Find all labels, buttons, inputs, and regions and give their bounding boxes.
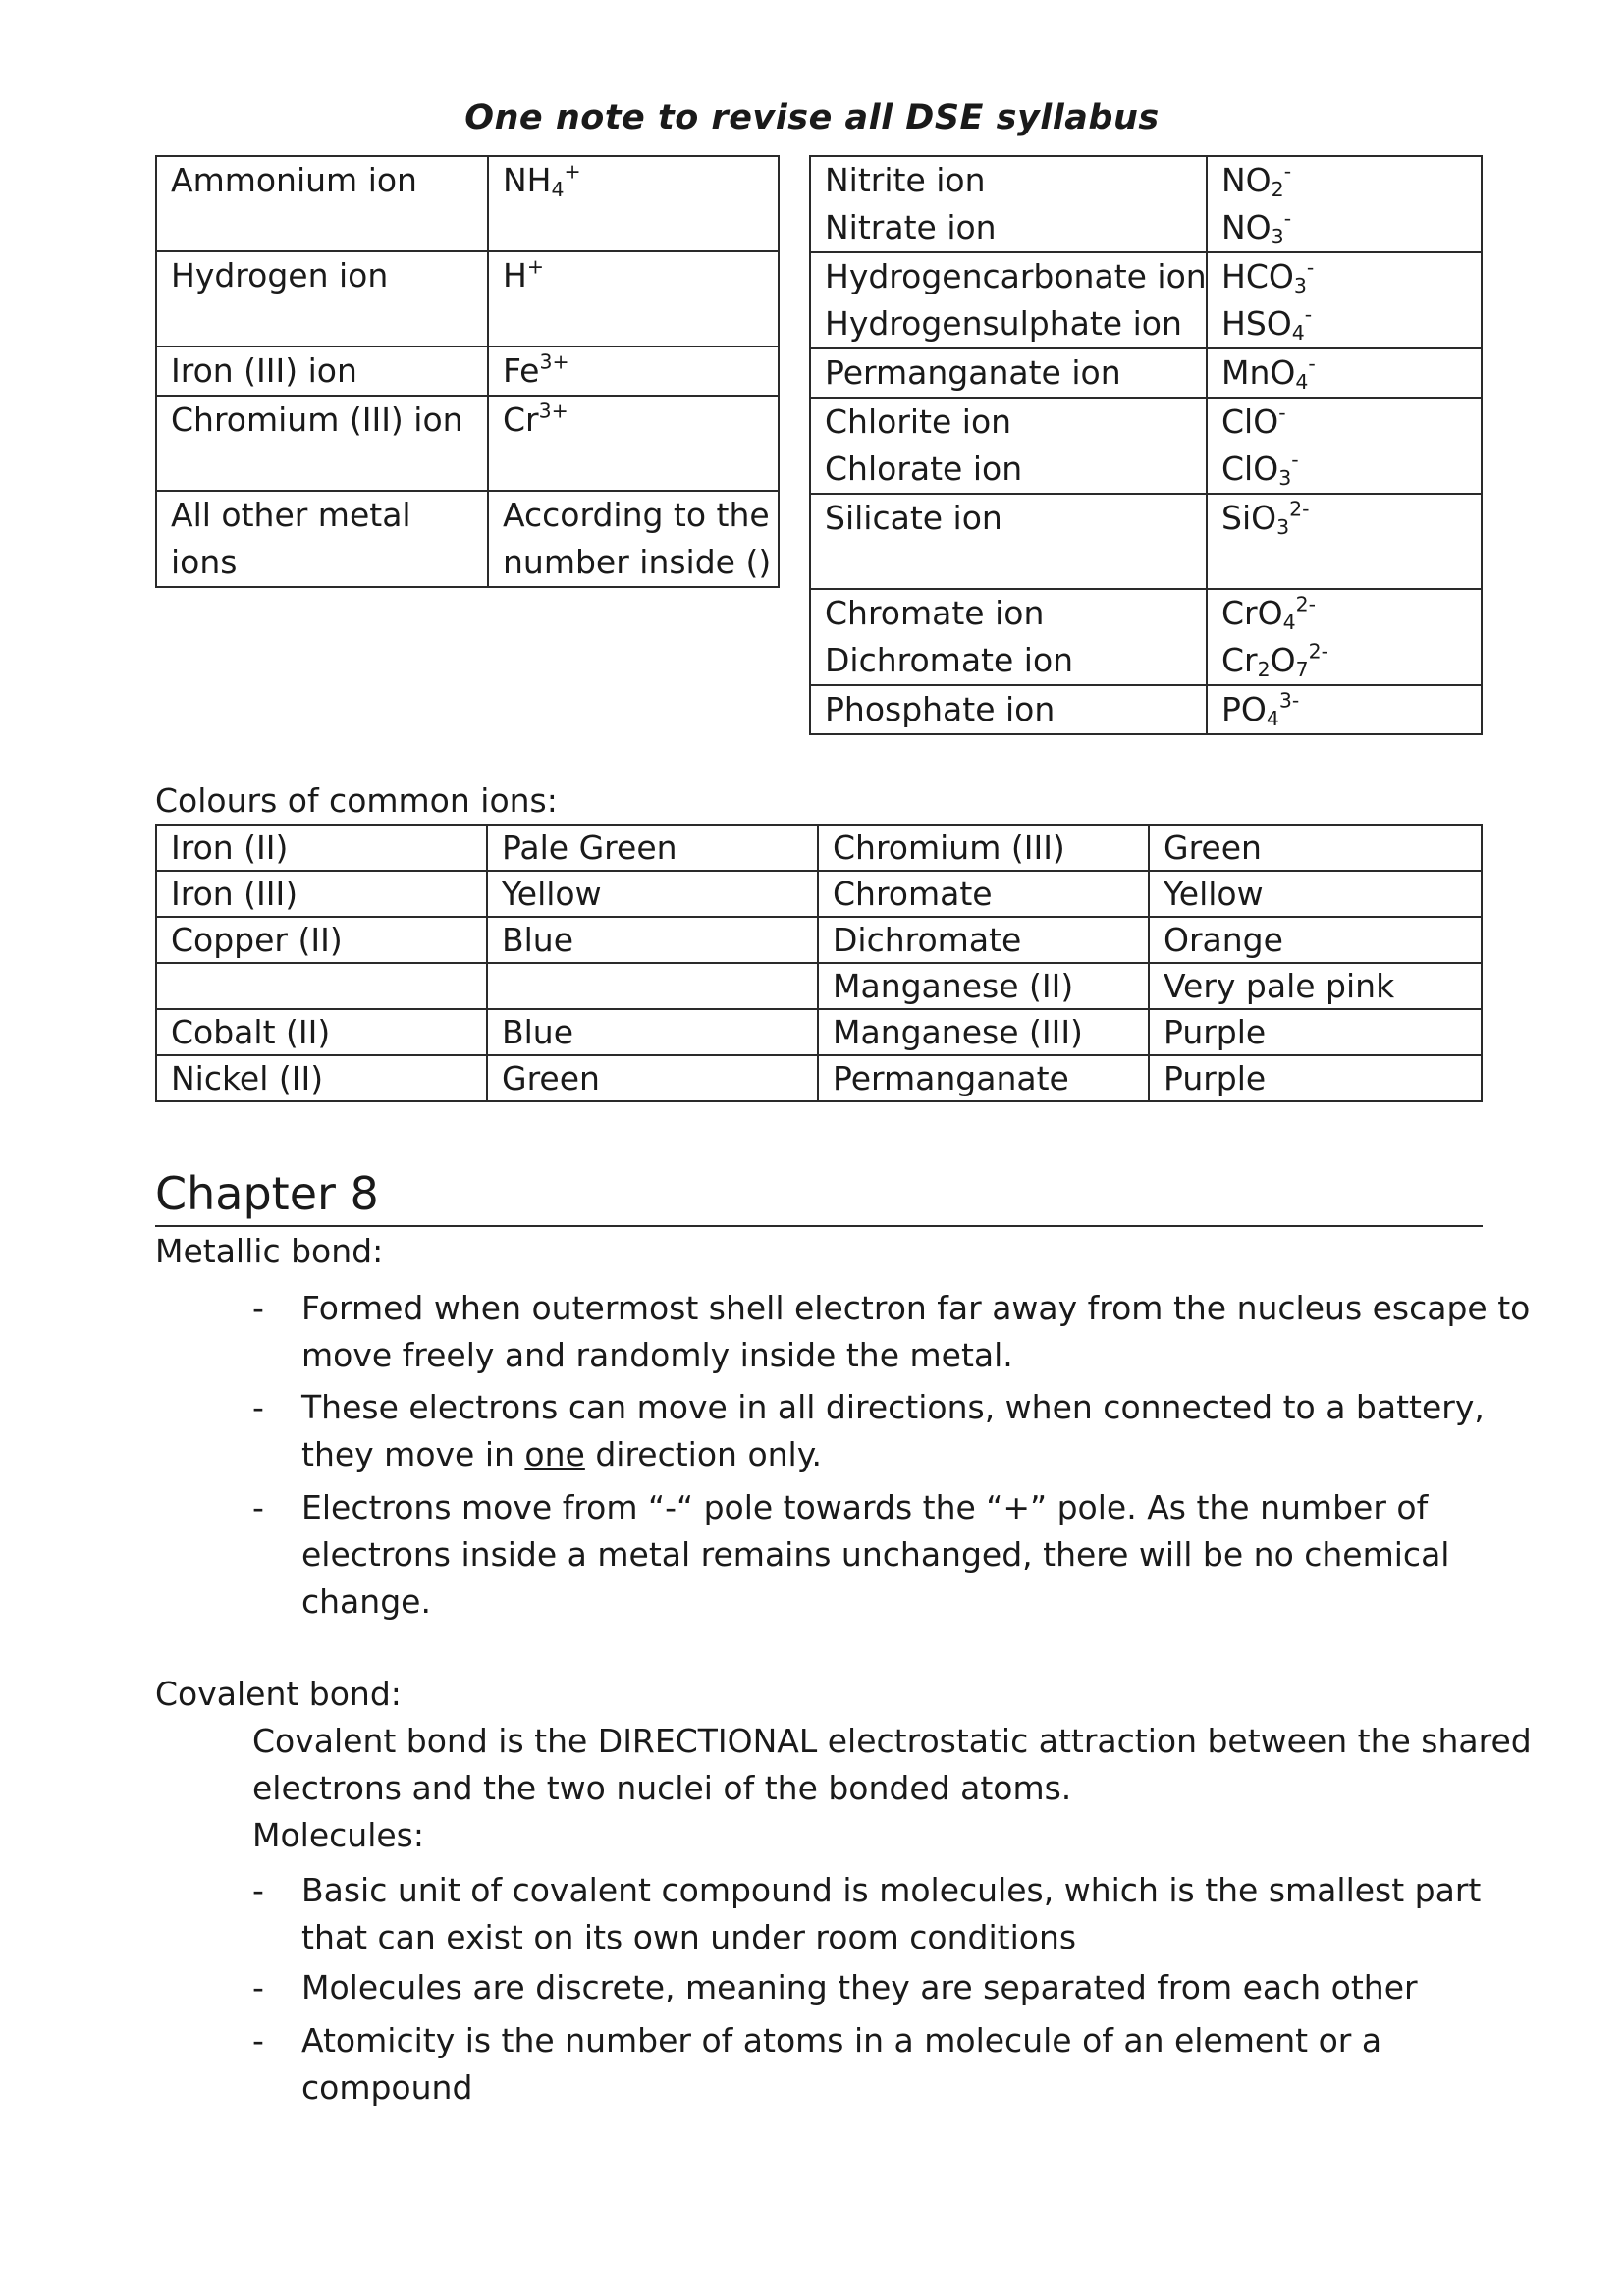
molecules-heading: Molecules:	[252, 1816, 424, 1854]
bullet-text: they move in one direction only.	[301, 1435, 823, 1473]
chapter-divider	[155, 1225, 1483, 1227]
ion-formula: MnO$_4$-	[1207, 348, 1482, 398]
colour-cell: Very pale pink	[1149, 963, 1482, 1009]
ion-cell: Permanganate	[818, 1055, 1149, 1101]
ion-cell: Iron (II)	[156, 825, 487, 871]
ion-formula: $Fe^{3+}$	[488, 347, 779, 396]
bullet-text: compound	[301, 2068, 473, 2107]
ion-cell: Manganese (III)	[818, 1009, 1149, 1055]
table-row	[156, 1055, 1482, 1101]
ion-name: Hydrogencarbonate ion Hydrogensulphate ion	[810, 252, 1207, 348]
ion-name: Silicate ion	[810, 494, 1207, 589]
table-row	[810, 589, 1482, 685]
colours-table	[155, 824, 1483, 1102]
covalent-bond-heading: Covalent bond:	[155, 1675, 402, 1713]
ion-name: Phosphate ion	[810, 685, 1207, 734]
colour-cell: Yellow	[1149, 871, 1482, 917]
ion-formula: $HCO_3^-$ $HSO_4^-$	[1207, 252, 1482, 348]
bullet-text: move freely and randomly inside the metal.	[301, 1336, 1013, 1374]
colour-cell: Orange	[1149, 917, 1482, 963]
ion-name: Chromate ion Dichromate ion	[810, 589, 1207, 685]
colour-cell: Yellow	[487, 871, 818, 917]
bullet-dash: -	[252, 1968, 264, 2006]
ion-formula: $Cr^{3+}$	[488, 396, 779, 491]
ion-name: Nitrite ion Nitrate ion	[810, 156, 1207, 252]
bullet-text: These electrons can move in all directions, when connected to a battery,	[301, 1388, 1485, 1426]
bullet-text: Electrons move from “-“ pole towards the “+” pole. As the number of	[301, 1488, 1429, 1526]
bullet-text: Atomicity is the number of atoms in a molecule of an element or a	[301, 2021, 1382, 2059]
ion-name: Hydrogen ion	[156, 251, 488, 347]
ion-cell	[156, 963, 487, 1009]
ion-formula: CrO$_4^{2-}$ $Cr_2O_7^{2-}$	[1207, 589, 1482, 685]
document-title: One note to revise all DSE syllabus	[464, 98, 1160, 137]
bullet-dash: -	[252, 1388, 264, 1426]
table-row	[810, 252, 1482, 348]
ion-name: Permanganate ion	[810, 348, 1207, 398]
table-row	[810, 494, 1482, 589]
table-row	[156, 491, 779, 587]
ion-name: Chlorite ion Chlorate ion	[810, 398, 1207, 494]
colour-cell: Purple	[1149, 1009, 1482, 1055]
bullet-text: change.	[301, 1582, 431, 1621]
table-row	[810, 348, 1482, 398]
ion-cell: Chromium (III)	[818, 825, 1149, 871]
table-row	[156, 347, 779, 396]
colours-heading: Colours of common ions:	[155, 781, 558, 820]
chapter-heading: Chapter 8	[155, 1167, 379, 1220]
table-row	[156, 825, 1482, 871]
table-row	[810, 156, 1482, 252]
table-row	[156, 871, 1482, 917]
colour-cell: Green	[1149, 825, 1482, 871]
bullet-text: Molecules are discrete, meaning they are separated from each other	[301, 1968, 1418, 2006]
ion-cell: Iron (III)	[156, 871, 487, 917]
ion-formula: $NH_4^+$	[488, 156, 779, 251]
covalent-definition: Covalent bond is the DIRECTIONAL electrostatic attraction between the shared electrons and the two nuclei of the bonded atoms.	[252, 1722, 1532, 1807]
ion-cell: Chromate	[818, 871, 1149, 917]
ion-name: Ammonium ion	[156, 156, 488, 251]
colour-cell: Blue	[487, 1009, 818, 1055]
ion-name: All other metal ions	[156, 491, 488, 587]
table-row	[810, 398, 1482, 494]
colour-cell	[487, 963, 818, 1009]
bullet-dash: -	[252, 1289, 264, 1327]
anion-table	[809, 155, 1483, 735]
ion-formula: $NO_2^-$ $NO_3^-$	[1207, 156, 1482, 252]
bullet-dash: -	[252, 1871, 264, 1909]
ion-formula: SiO$_3^{2-}$	[1207, 494, 1482, 589]
ion-formula: According to the number inside ()	[488, 491, 779, 587]
table-row	[810, 685, 1482, 734]
ion-cell: Dichromate	[818, 917, 1149, 963]
bullet-text: that can exist on its own under room conditions	[301, 1918, 1077, 1956]
ion-cell: Nickel (II)	[156, 1055, 487, 1101]
table-row	[156, 1009, 1482, 1055]
ion-cell: Copper (II)	[156, 917, 487, 963]
ion-name: Chromium (III) ion	[156, 396, 488, 491]
bullet-text: Formed when outermost shell electron far away from the nucleus escape to	[301, 1289, 1531, 1327]
table-row	[156, 251, 779, 347]
colour-cell: Pale Green	[487, 825, 818, 871]
colour-cell: Blue	[487, 917, 818, 963]
bullet-dash: -	[252, 2021, 264, 2059]
colour-cell: Green	[487, 1055, 818, 1101]
table-row	[156, 963, 1482, 1009]
metallic-bond-heading: Metallic bond:	[155, 1232, 384, 1270]
table-row	[156, 396, 779, 491]
bullet-text: electrons inside a metal remains unchanged, there will be no chemical	[301, 1535, 1450, 1574]
ion-formula: $PO_4^{3-}$	[1207, 685, 1482, 734]
table-row	[156, 156, 779, 251]
ion-name: Iron (III) ion	[156, 347, 488, 396]
colour-cell: Purple	[1149, 1055, 1482, 1101]
ion-cell: Manganese (II)	[818, 963, 1149, 1009]
ion-formula: ClO- ClO$_3$-	[1207, 398, 1482, 494]
table-row	[156, 917, 1482, 963]
ion-formula: H+	[488, 251, 779, 347]
cation-table	[155, 155, 780, 588]
bullet-dash: -	[252, 1488, 264, 1526]
ion-cell: Cobalt (II)	[156, 1009, 487, 1055]
bullet-text: Basic unit of covalent compound is molecules, which is the smallest part	[301, 1871, 1482, 1909]
